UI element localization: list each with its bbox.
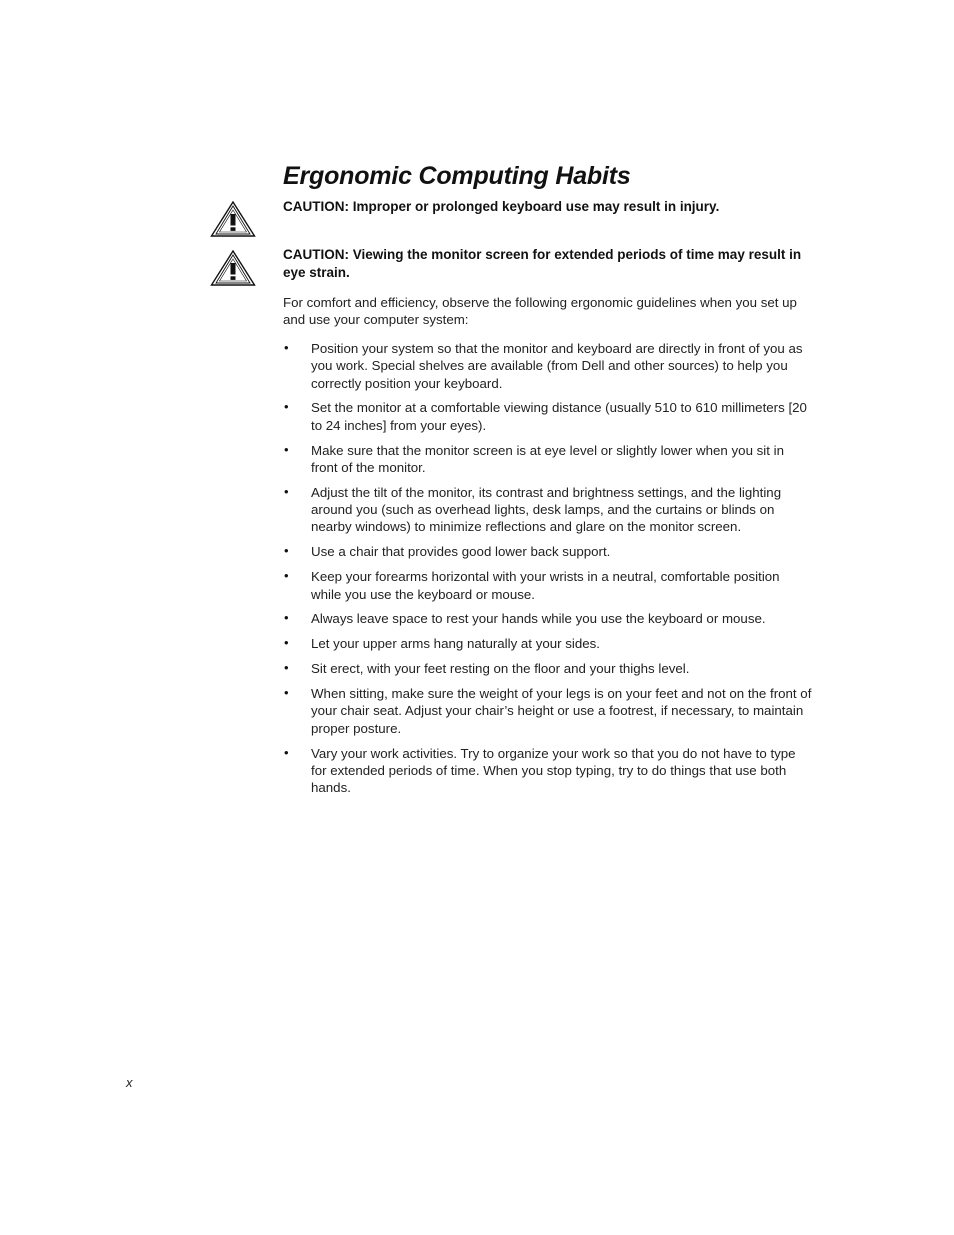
list-item	[283, 442, 813, 477]
bullet-icon: •	[284, 610, 289, 626]
list-item	[283, 543, 813, 560]
guideline-text: Set the monitor at a comfortable viewing distance (usually 510 to 610 millimeters [20 to 24 inches] from your eyes).	[311, 400, 807, 433]
guideline-text: Let your upper arms hang naturally at your sides.	[311, 636, 600, 652]
guideline-text: Position your system so that the monitor and keyboard are directly in front of you as you work. Special shelves are available (from Dell and other sources) to help you correctly position your keyboard.	[311, 341, 803, 391]
bullet-icon: •	[284, 568, 289, 584]
bullet-icon: •	[284, 543, 289, 559]
guideline-text: Sit erect, with your feet resting on the floor and your thighs level.	[311, 661, 690, 677]
guideline-text: Always leave space to rest your hands while you use the keyboard or mouse.	[311, 611, 766, 627]
bullet-icon: •	[284, 399, 289, 415]
intro-paragraph: For comfort and efficiency, observe the following ergonomic guidelines when you set up and use your computer system:	[283, 295, 797, 328]
bullet-icon: •	[284, 441, 289, 457]
guideline-text: Adjust the tilt of the monitor, its contrast and brightness settings, and the lighting around you (such as overhead lights, desk lamps, and the curtains or blinds on nearby windows) to minimize reflections and glare on the monitor screen.	[311, 484, 782, 535]
list-item	[283, 399, 813, 434]
caution-triangle-icon	[210, 250, 256, 286]
bullet-icon: •	[284, 340, 289, 355]
bullet-icon: •	[284, 685, 289, 701]
guideline-text: Vary your work activities. Try to organize your work so that you do not have to type for extended periods of time. When you stop typing, try to do things that use both hands.	[311, 745, 796, 796]
list-item	[283, 484, 813, 536]
caution-triangle-icon	[210, 201, 256, 237]
list-item	[283, 610, 813, 627]
guideline-text: Keep your forearms horizontal with your wrists in a neutral, comfortable position while you use the keyboard or mouse.	[311, 569, 780, 602]
section-title: Ergonomic Computing Habits	[283, 162, 631, 190]
guideline-text: Use a chair that provides good lower back support.	[311, 544, 611, 560]
bullet-icon: •	[284, 483, 289, 499]
bullet-icon: •	[284, 744, 289, 760]
guideline-text: Make sure that the monitor screen is at eye level or slightly lower when you sit in front of the monitor.	[311, 442, 784, 475]
caution-eye-strain-text: CAUTION: Viewing the monitor screen for extended periods of time may result in eye strain.	[283, 247, 802, 280]
page-number: x	[126, 1075, 133, 1090]
guideline-text: When sitting, make sure the weight of your legs is on your feet and not on the front of your chair seat. Adjust your chair’s height or use a footrest, if necessary, to maintain proper posture.	[311, 686, 812, 736]
list-item	[283, 340, 813, 392]
list-item	[283, 660, 813, 677]
list-item	[283, 568, 813, 603]
ergonomic-guidelines-list	[283, 340, 813, 804]
list-item	[283, 635, 813, 652]
bullet-icon: •	[284, 660, 289, 676]
bullet-icon: •	[284, 635, 289, 651]
list-item	[283, 685, 813, 737]
list-item	[283, 745, 813, 797]
caution-keyboard-text: CAUTION: Improper or prolonged keyboard use may result in injury.	[283, 199, 720, 214]
